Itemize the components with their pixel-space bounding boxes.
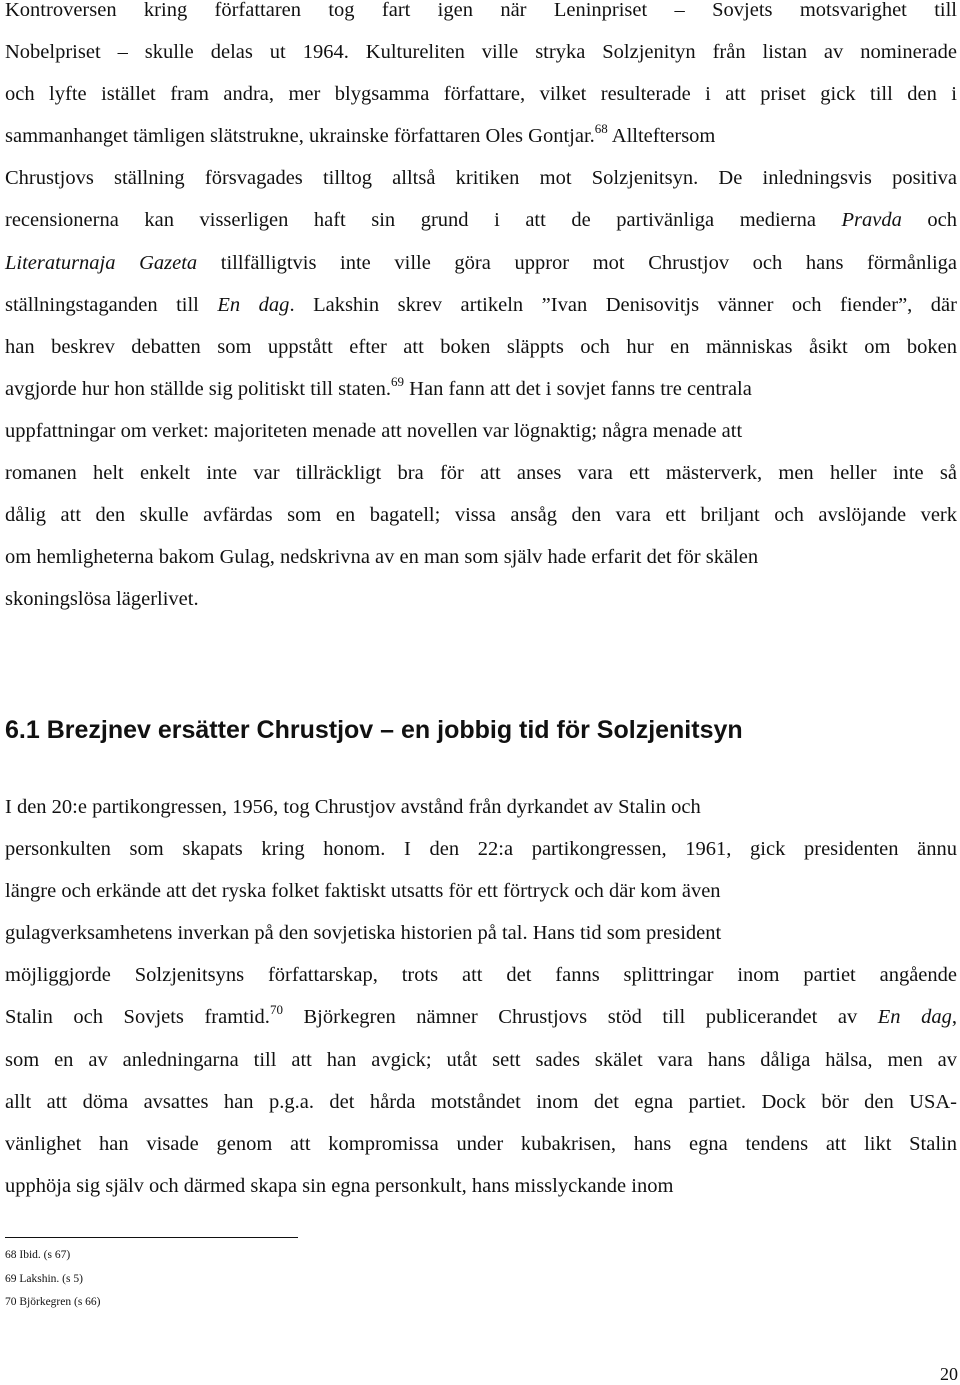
text-line: längre och erkände att det ryska folket faktiskt utsatts för ett förtryck och där kom även <box>5 880 721 903</box>
emphasis-pravda: Pravda <box>841 209 902 232</box>
text-line: möjliggjorde Solzjenitsyns författarskap, trots att det fanns splittringar inom partiet angående <box>5 964 957 987</box>
text-line <box>5 368 957 410</box>
text-line: om hemligheterna bakom Gulag, nedskrivna av en man som själv hade erfarit det för skälen <box>5 546 759 569</box>
section-heading: 6.1 Brezjnev ersätter Chrustjov – en jobbig tid för Solzjenitsyn <box>5 716 743 744</box>
text-segment: Han fann att det i sovjet fanns tre centrala <box>404 377 752 400</box>
text-line: gulagverksamhetens inverkan på den sovjetiska historien på tal. Hans tid som president <box>5 922 722 945</box>
footnote-69: 69 Lakshin. (s 5) <box>5 1272 83 1285</box>
text-line: och lyfte istället fram andra, mer blygsamma författare, vilket resulterade i att priset gick till den i <box>5 83 957 106</box>
text-line: han beskrev debatten som uppstått efter att boken släppts och hur en människas åsikt om boken <box>5 335 957 358</box>
text-segment: , <box>951 1006 957 1029</box>
text-line: romanen helt enkelt inte var tillräckligt bra för att anses vara ett mästerverk, men heller inte så <box>5 462 957 485</box>
text-line: I den 20:e partikongressen, 1956, tog Chrustjov avstånd från dyrkandet av Stalin och <box>5 796 701 818</box>
footnote-68: 68 Ibid. (s 67) <box>5 1249 71 1261</box>
text-line: upphöja sig själv och därmed skapa sin egna personkult, hans misslyckande inom <box>5 1174 674 1197</box>
text-segment: avgjorde hur hon ställde sig politiskt till staten. <box>5 377 392 400</box>
text-line: allt att döma avsattes han p.g.a. det hårda motståndet inom det egna partiet. Dock bör den USA- <box>5 1090 957 1113</box>
text-line <box>5 284 957 326</box>
footnote-70: 70 Björkegren (s 66) <box>5 1296 101 1308</box>
text-segment: ställningstaganden till <box>5 293 218 316</box>
text-segment: och <box>901 209 957 232</box>
text-line: Nobelpriset – skulle delas ut 1964. Kultureliten ville stryka Solzjenityn från listan av nominerade <box>5 41 957 64</box>
text-line: Kontroversen kring författaren tog fart igen när Leninpriset – Sovjets motsvarighet till <box>5 0 957 21</box>
footnotes <box>5 1244 101 1315</box>
text-line <box>5 996 957 1038</box>
emphasis-en-dag: En dag <box>217 293 290 316</box>
footnote-ref-68: 68 <box>594 121 608 137</box>
text-segment: Allteftersom <box>607 125 716 148</box>
page-number: 20 <box>940 1364 958 1384</box>
footnote-ref-70: 70 <box>269 1002 283 1018</box>
text-line: personkulten som skapats kring honom. I den 22:a partikongressen, 1961, gick presidenten ännu <box>5 838 957 861</box>
text-line: som en av anledningarna till att han avgick; utåt sett sades skälet vara hans dåliga hälsa, men av <box>5 1048 957 1071</box>
text-line <box>5 242 957 284</box>
text-segment: . Lakshin skrev artikeln ”Ivan Denisovitjs vänner och fiender”, där <box>289 293 957 316</box>
text-segment: recensionerna kan visserligen haft sin grund i att de partivänliga medierna <box>5 209 842 232</box>
footnote-separator <box>5 1237 298 1238</box>
text-line: uppfattningar om verket: majoriteten menade att novellen var lögnaktig; några menade att <box>5 419 743 442</box>
text-line <box>5 115 957 157</box>
emphasis-literaturnaja-gazeta: Literaturnaja Gazeta <box>5 251 198 274</box>
text-segment: Stalin och Sovjets framtid. <box>5 1006 270 1029</box>
footnote-ref-69: 69 <box>391 373 405 389</box>
text-line: Chrustjovs ställning försvagades tilltog alltså kritiken mot Solzjenitsyn. De inledningsvis positiva <box>5 167 957 190</box>
body-paragraph-2 <box>5 786 957 1207</box>
text-line: skoningslösa lägerlivet. <box>5 588 199 611</box>
text-segment: Björkegren nämner Chrustjovs stöd till publicerandet av <box>282 1006 878 1029</box>
text-line: dålig att den skulle avfärdas som en bagatell; vissa ansåg den vara ett briljant och avslöjande verk <box>5 504 957 527</box>
text-segment: sammanhanget tämligen slätstrukne, ukrainske författaren Oles Gontjar. <box>5 125 595 148</box>
text-line <box>5 199 957 241</box>
text-segment: tillfälligtvis inte ville göra uppror mot Chrustjov och hans förmånliga <box>197 251 957 274</box>
body-paragraph-1 <box>5 0 957 620</box>
text-line: vänlighet han visade genom att kompromissa under kubakrisen, hans egna tendens att likt Stalin <box>5 1132 957 1155</box>
emphasis-en-dag: En dag <box>877 1006 952 1029</box>
